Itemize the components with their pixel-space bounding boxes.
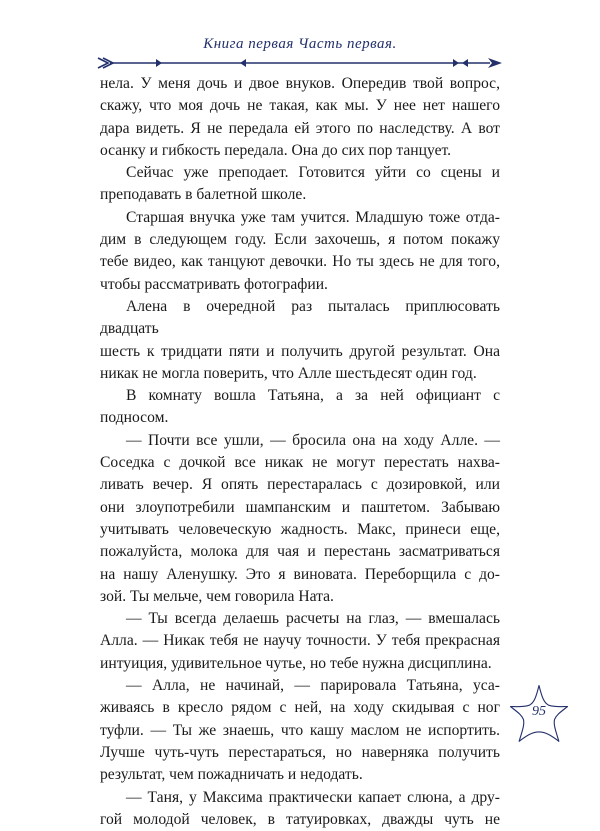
running-header xyxy=(0,30,600,70)
text-line: живаясь в кресло рядом с ней, на ходу скидывая с ног xyxy=(100,699,500,717)
text-line: Сейчас уже преподает. Готовится уйти со сцены и xyxy=(126,164,500,182)
text-line: туфли. — Ты же знаешь, что кашу маслом не испортить. xyxy=(100,721,500,739)
text-line: на нашу Аленушку. Это я виновата. Переборщила с до- xyxy=(100,565,500,583)
text-line: интуиция, удивительное чутье, но тебе нужна дисциплина. xyxy=(100,654,492,672)
text-line: — Почти все ушли, — бросила она на ходу Алле. — xyxy=(126,431,500,449)
text-line: — Алла, не начинай, — парировала Татьяна, уса- xyxy=(126,677,500,695)
running-header-title: Книга первая Часть первая. xyxy=(203,36,397,52)
text-line: нела. У меня дочь и двое внуков. Опередив твой вопрос, xyxy=(100,75,500,92)
header-arrow-rule xyxy=(96,56,504,70)
text-line: дара видеть. Я не передала ей этого по наследству. А вот xyxy=(100,119,500,137)
text-line: чтобы рассматривать фотографии. xyxy=(100,275,328,293)
text-line: Соседка с дочкой все никак не могут перестать нахва- xyxy=(100,454,500,472)
text-line: — Таня, у Максима практически капает слюна, а дру- xyxy=(126,788,500,806)
text-line: никак не могла поверить, что Алле шестьдесят один год. xyxy=(100,364,477,382)
text-line: осанку и гибкость передала. Она до сих пор танцует. xyxy=(100,141,452,159)
text-line: учитывать человеческую жадность. Макс, принеси еще, xyxy=(100,520,500,538)
text-line: гой молодой человек, в татуировках, дважды чуть не xyxy=(100,810,500,828)
page-number: 95 xyxy=(532,704,546,719)
body-text xyxy=(100,73,500,831)
text-line: результат, чем пожадничать и недодать. xyxy=(100,766,363,784)
text-line: дим в следующем году. Если захочешь, я потом покажу xyxy=(100,231,500,249)
text-line: тебе видео, как танцуют девочки. Но ты здесь не для того, xyxy=(100,253,500,271)
text-line: зой. Ты мельче, чем говорила Ната. xyxy=(100,587,334,605)
text-line: пожалуйста, молока для чая и перестань засматриваться xyxy=(100,543,500,561)
text-line: они злоупотребили шампанским и паштетом. Забываю xyxy=(100,498,500,516)
text-line: В комнату вошла Татьяна, а за ней официант с подносом. xyxy=(100,387,500,427)
text-line: шесть к тридцати пяти и получить другой результат. Она xyxy=(100,342,500,360)
text-line: преподавать в балетной школе. xyxy=(100,186,307,204)
text-line: скажу, что моя дочь не такая, как мы. У нее нет нашего xyxy=(100,97,500,115)
text-line: Алена в очередной раз пыталась приплюсовать двадцать xyxy=(100,297,500,338)
text-line: ливать вечер. Я опять перестаралась с дозировкой, или xyxy=(100,476,500,494)
text-line: Алла. — Никак тебя не научу точности. У тебя прекрасная xyxy=(100,632,500,650)
text-line: — Ты всегда делаешь расчеты на глаз, — вмешалась xyxy=(126,610,500,628)
text-line: Лучше чуть-чуть перестараться, но наверняка получить xyxy=(100,743,500,761)
text-line: Старшая внучка уже там учится. Младшую тоже отда- xyxy=(126,208,500,226)
